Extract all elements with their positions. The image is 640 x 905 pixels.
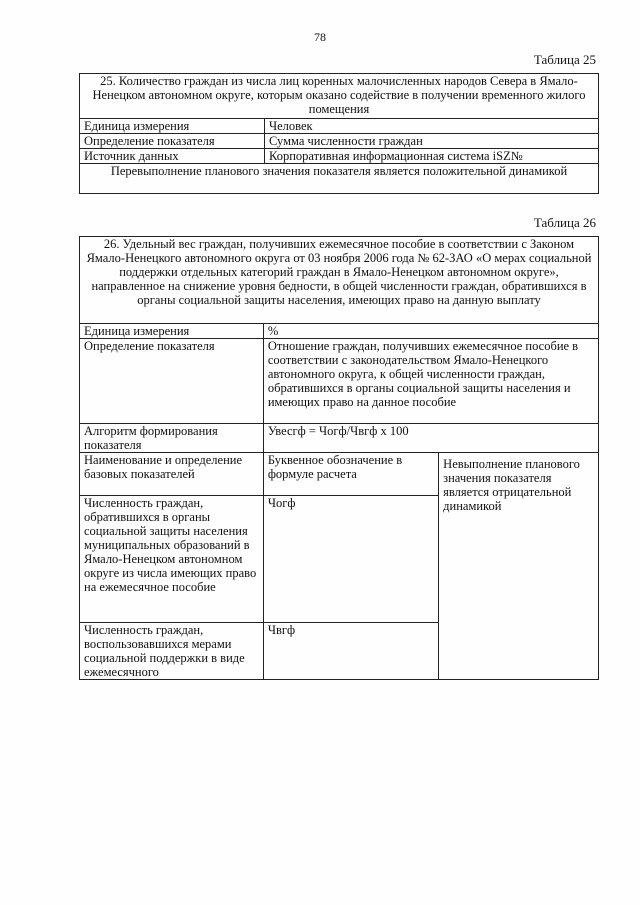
table26-note: Невыполнение планового значения показателя является отрицательной динамикой [439,453,599,680]
table-row [80,149,599,164]
table26-base-symbol: Чогф [263,496,438,623]
table26-algorithm-value: Увесгф = Чогф/Чвгф х 100 [263,424,598,453]
table25-row-value: Корпоративная информационная система iSZ№ [265,149,599,164]
table26-base-header-symbol: Буквенное обозначение в формуле расчета [263,453,438,496]
table26-base-header-row [80,453,599,496]
table25-row-value: Человек [265,119,599,134]
table25-row-label: Определение показателя [80,134,265,149]
table25-note: Перевыполнение планового значения показателя является положительной динамикой [80,164,599,194]
table-row [80,424,599,453]
table26-title: 26. Удельный вес граждан, получивших ежемесячное пособие в соответствии с Законом Ямало-Ненецкого автономного округа от 03 ноября 2006 года № 62-ЗАО «О мерах социальной поддержки отдельных категорий граждан в Ямало-Ненецком автономном округе», направленное на снижение уровня бедности, в общей численности граждан, обратившихся в органы социальной защиты населения, имеющих право на данную выплату [80,237,599,324]
table-row [80,339,599,424]
table25-row-label: Единица измерения [80,119,265,134]
table-row [80,324,599,339]
table26-definition-label: Определение показателя [80,339,264,424]
table25-note-row [80,164,599,194]
table-row [80,134,599,149]
table26-algorithm-label: Алгоритм формирования показателя [80,424,264,453]
table25-title: 25. Количество граждан из числа лиц коренных малочисленных народов Севера в Ямало-Ненецком автономном округе, которым оказано содействие в получении временного жилого помещения [80,74,599,119]
table-row [80,119,599,134]
table26-base-name: Численность граждан, воспользовавшихся мерами социальной поддержки в виде ежемесячного [80,623,264,680]
table26 [79,236,599,680]
table26-caption: Таблица 26 [533,215,596,230]
table26-title-row [80,237,599,324]
table25-row-value: Сумма численности граждан [265,134,599,149]
table26-base-name: Численность граждан, обратившихся в органы социальной защиты населения муниципальных образований в Ямало-Ненецком автономном округе из числа имеющих право на ежемесячное пособие [80,496,264,623]
table25-title-row [80,74,599,119]
table26-unit-value: % [263,324,598,339]
page-number: 78 [314,30,326,44]
table26-unit-label: Единица измерения [80,324,264,339]
table26-definition-value: Отношение граждан, получивших ежемесячное пособие в соответствии с законодательством Ямало-Ненецкого автономного округа, к общей численности граждан, обратившихся в органы социальной защиты населения и имеющих право на данное пособие [263,339,598,424]
table25 [79,73,599,194]
table25-caption: Таблица 25 [533,52,596,67]
table26-base-symbol: Чвгф [263,623,438,680]
table26-base-header-name: Наименование и определение базовых показателей [80,453,264,496]
table25-row-label: Источник данных [80,149,265,164]
